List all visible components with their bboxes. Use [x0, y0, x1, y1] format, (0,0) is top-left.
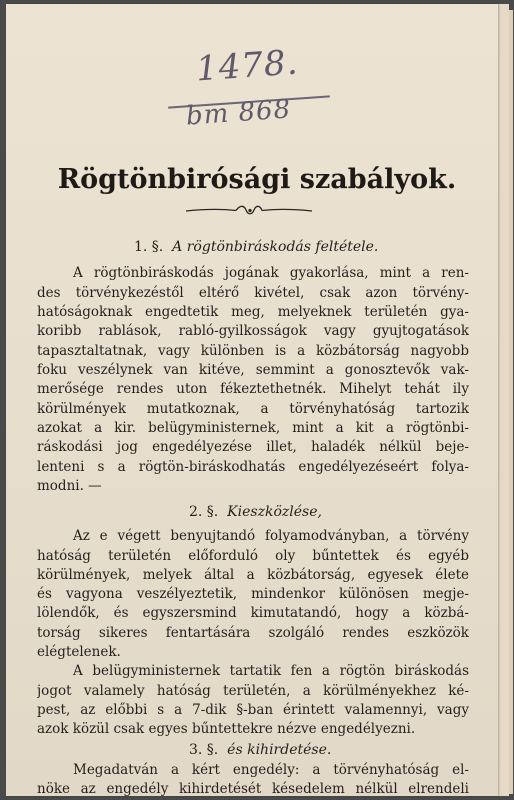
section-title: és kihirdetése.: [227, 742, 332, 758]
paragraph-line: körülmények mutatkoznak, a törvényhatóság tartozik: [37, 401, 469, 417]
ornament-divider-icon: [184, 203, 314, 219]
paragraph-line: lenteni s a rögtön-biráskodhatás engedélyezéseért folya-: [37, 459, 469, 475]
paragraph-line: des törvénykezéstől eltérő kivétel, csak azon törvény-: [37, 285, 469, 301]
paragraph-line: A belügyministernek tartatik fen a rögtön biráskodás: [73, 663, 469, 679]
paragraph-line: Az e végett benyujtandó folyamodványban, a törvény: [73, 528, 469, 544]
paragraph-line: nöke az engedély kihirdetését késedelem nélkül elrendeli: [37, 781, 469, 797]
paragraph-line: merősége rendes uton fékeztethetnék. Mihelyt tehát ily: [37, 381, 469, 397]
section-title: Kieszközlése,: [227, 504, 322, 520]
section-heading-3: [189, 741, 449, 760]
paragraph-line: tapasztaltatnak, vagy különben is a közbátorság nagyobb: [37, 343, 469, 359]
paragraph-line: torság sikeres fentartására szolgáló rendes eszközök: [37, 625, 469, 641]
section-number: 2. §.: [189, 504, 219, 520]
section-number: 1. §.: [134, 239, 164, 255]
section-heading-1: [134, 238, 434, 257]
paragraph-line: körülmények, melyek által a közbátorság, egyesek élete: [37, 567, 469, 583]
paragraph-line: hatóságoknak engedtetik meg, melyeknek területén gya-: [37, 304, 469, 320]
paragraph-line: és vagyona veszélyeztetik, mindenkor különösen megje-: [37, 586, 469, 602]
paragraph-line: elégtelenek.: [37, 644, 121, 660]
paragraph-line: jogot valamely hatóság területén, a körülményekhez ké-: [37, 683, 469, 699]
paragraph-line: modni. —: [37, 478, 102, 494]
paragraph-line: Megadatván a kért engedély: a törvényhatóság el-: [73, 762, 469, 778]
paragraph-line: azok közül csak egyes bűntettekre nézve engedélyezni.: [37, 721, 416, 737]
document-title: Rögtönbirósági szabályok.: [57, 164, 457, 195]
paragraph-line: lölendők, és egyszersmind kimutatandó, hogy a közbá-: [37, 605, 469, 621]
paragraph-line: pest, az előbbi s a 7-dik §-ban érintett valamennyi, vagy: [37, 702, 469, 718]
paragraph-line: A rögtönbiráskodás jogának gyakorlása, mint a ren-: [73, 265, 469, 281]
paragraph-line: hatóság területén előforduló oly bűntettek és egyéb: [37, 548, 469, 564]
section-number: 3. §.: [189, 742, 219, 758]
handwritten-reference: bm 868: [185, 94, 293, 132]
paragraph-line: koribb rablások, rabló-gyilkosságok vagy gyujtogatások: [37, 323, 469, 339]
handwritten-number: 1478.: [194, 42, 300, 90]
section-heading-2: [189, 503, 449, 522]
paragraph-line: azokat a kir. belügyministernek, mint a kit a rögtönbi-: [37, 420, 469, 436]
paragraph-line: foku veszélynek van kitéve, semmint a gonosztevők vak-: [37, 362, 469, 378]
section-title: A rögtönbiráskodás feltétele.: [172, 239, 379, 255]
paragraph-line: ráskodási jog engedélyezése illet, haladék nélkül beje-: [37, 439, 469, 455]
